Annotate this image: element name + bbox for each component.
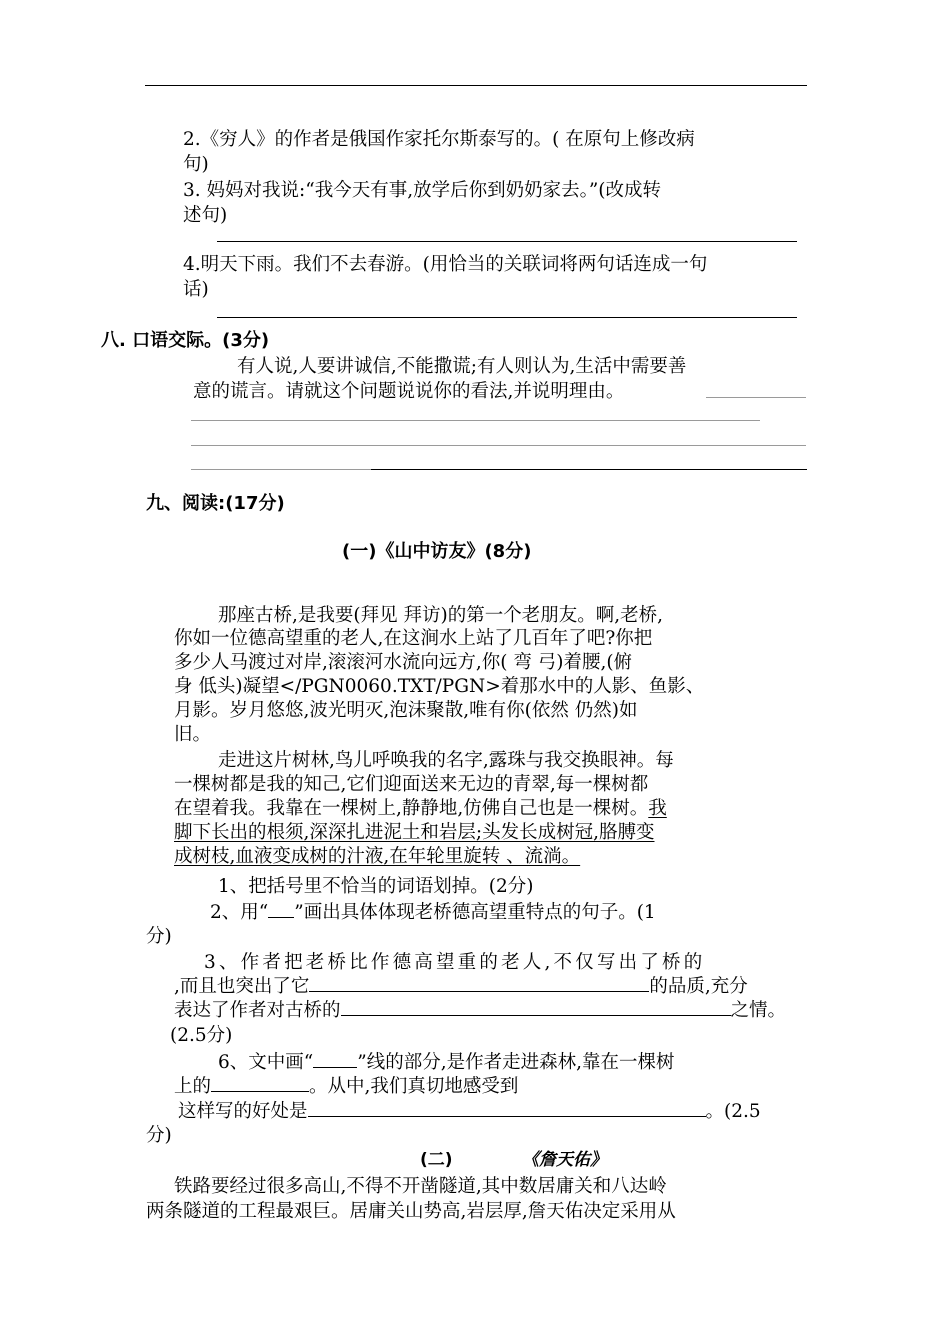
question-3-blank-2[interactable] (341, 997, 731, 1016)
part2-label: (二) (420, 1150, 453, 1170)
part1-title: (一)《山中访友》(8分) (342, 541, 532, 562)
passage-p2-line3-text: 在望着我。我靠在一棵树上,静静地,仿佛自己也是一棵树。 (174, 798, 649, 819)
question-3-line3 (174, 996, 786, 1022)
question-2-mark-sample (268, 899, 294, 918)
q7-item4-line2: 话) (183, 279, 209, 300)
question-3-text-b: 的品质,充分 (649, 976, 748, 997)
q7-item4-line1: 4.明天下雨。我们不去春游。(用恰当的关联词将两句话连成一句 (183, 254, 708, 275)
question-6-line4: 分) (146, 1125, 172, 1146)
top-divider (145, 85, 807, 86)
q8-prompt-line2: 意的谎言。请就这个问题说说你的看法,并说明理由。 (193, 381, 625, 402)
q7-item3-line2: 述句) (183, 205, 228, 226)
q7-item3-answer-line[interactable] (217, 241, 797, 242)
part2-line1: 铁路要经过很多高山,不得不开凿隧道,其中数居庸关和八达岭 (174, 1176, 667, 1197)
passage-p2-line3-underlined: 我 (648, 798, 667, 819)
passage-p1-line2: 你如一位德高望重的老人,在这涧水上站了几百年了吧?你把 (174, 628, 653, 649)
question-6-blank-2[interactable] (308, 1098, 706, 1117)
q7-item2-line1: 2.《穷人》的作者是俄国作家托尔斯泰写的。( 在原句上修改病 (183, 129, 695, 150)
q8-answer-line-4b[interactable] (371, 469, 807, 470)
question-3-text-a: ,而且也突出了它 (174, 976, 310, 997)
question-3-line1: 3、作者把老桥比作德高望重的老人,不仅写出了桥的 (204, 952, 706, 973)
question-2-text-b: ”画出具体体现老桥德高望重特点的句子。(1 (294, 902, 656, 923)
question-2-text-a: 2、用“ (210, 902, 269, 923)
question-6-text-f: 。(2.5 (705, 1101, 761, 1122)
question-6-text-c: 上的 (174, 1076, 212, 1097)
question-3-blank-1[interactable] (309, 973, 649, 992)
question-1: 1、把括号里不恰当的词语划掉。(2分) (218, 876, 534, 897)
question-6-line3 (178, 1097, 761, 1123)
section8-heading: 八. 口语交际。(3分) (101, 330, 270, 351)
q8-answer-line-3[interactable] (191, 445, 806, 446)
q8-answer-line-4a[interactable] (191, 469, 371, 470)
question-6-line2 (174, 1072, 518, 1098)
passage-p1-line5: 月影。岁月悠悠,波光明灭,泡沫聚散,唯有你(依然 仍然)如 (174, 700, 638, 721)
question-6-text-d: 。从中,我们真切地感受到 (309, 1076, 519, 1097)
passage-p1-line3: 多少人马渡过对岸,滚滚河水流向远方,你( 弯 弓)着腰,(俯 (174, 652, 633, 673)
passage-p2-line4: 脚下长出的根须,深深扎进泥土和岩层;头发长成树冠,胳膊变 (174, 822, 655, 843)
question-2-line2: 分) (146, 926, 172, 947)
passage-p1-line4: 身 低头)凝望</PGN0060.TXT/PGN>着那水中的人影、鱼影、 (174, 676, 705, 697)
passage-p1-line1: 那座古桥,是我要(拜见 拜访)的第一个老朋友。啊,老桥, (218, 605, 663, 626)
q8-answer-line-2[interactable] (191, 420, 760, 421)
question-6-line1 (218, 1048, 674, 1074)
q8-answer-line-1[interactable] (706, 397, 806, 398)
question-3-text-d: 之情。 (730, 1000, 787, 1021)
question-3-text-c: 表达了作者对古桥的 (174, 1000, 341, 1021)
question-6-text-a: 6、文中画“ (218, 1052, 314, 1073)
q7-item2-line2: 句) (183, 154, 209, 175)
question-6-text-e: 这样写的好处是 (178, 1101, 308, 1122)
question-2-line1 (210, 898, 656, 924)
q7-item4-answer-line[interactable] (217, 317, 797, 318)
part2-line2: 两条隧道的工程最艰巨。居庸关山势高,岩层厚,詹天佑决定采用从 (146, 1201, 676, 1222)
question-3-line2 (174, 972, 748, 998)
part2-title: 《詹天佑》 (522, 1150, 607, 1170)
q7-item3-line1: 3. 妈妈对我说:“我今天有事,放学后你到奶奶家去。”(改成转 (183, 180, 662, 201)
question-6-mark-sample (313, 1049, 357, 1068)
question-6-text-b: ”线的部分,是作者走进森林,靠在一棵树 (357, 1052, 675, 1073)
q8-prompt-line1: 有人说,人要讲诚信,不能撒谎;有人则认为,生活中需要善 (237, 356, 687, 377)
passage-p2-line3 (174, 794, 667, 820)
question-3-line4: (2.5分) (170, 1025, 233, 1046)
passage-p2-line5: 成树枝,血液变成树的汁液,在年轮里旋转 、流淌。 (174, 846, 581, 867)
passage-p1-line6: 旧。 (174, 724, 212, 745)
passage-p2-line1: 走进这片树林,鸟儿呼唤我的名字,露珠与我交换眼神。每 (218, 750, 674, 771)
question-6-blank-1[interactable] (211, 1073, 309, 1092)
section9-heading: 九、阅读:(17分) (146, 493, 285, 514)
passage-p2-line2: 一棵树都是我的知己,它们迎面送来无边的青翠,每一棵树都 (174, 774, 649, 795)
